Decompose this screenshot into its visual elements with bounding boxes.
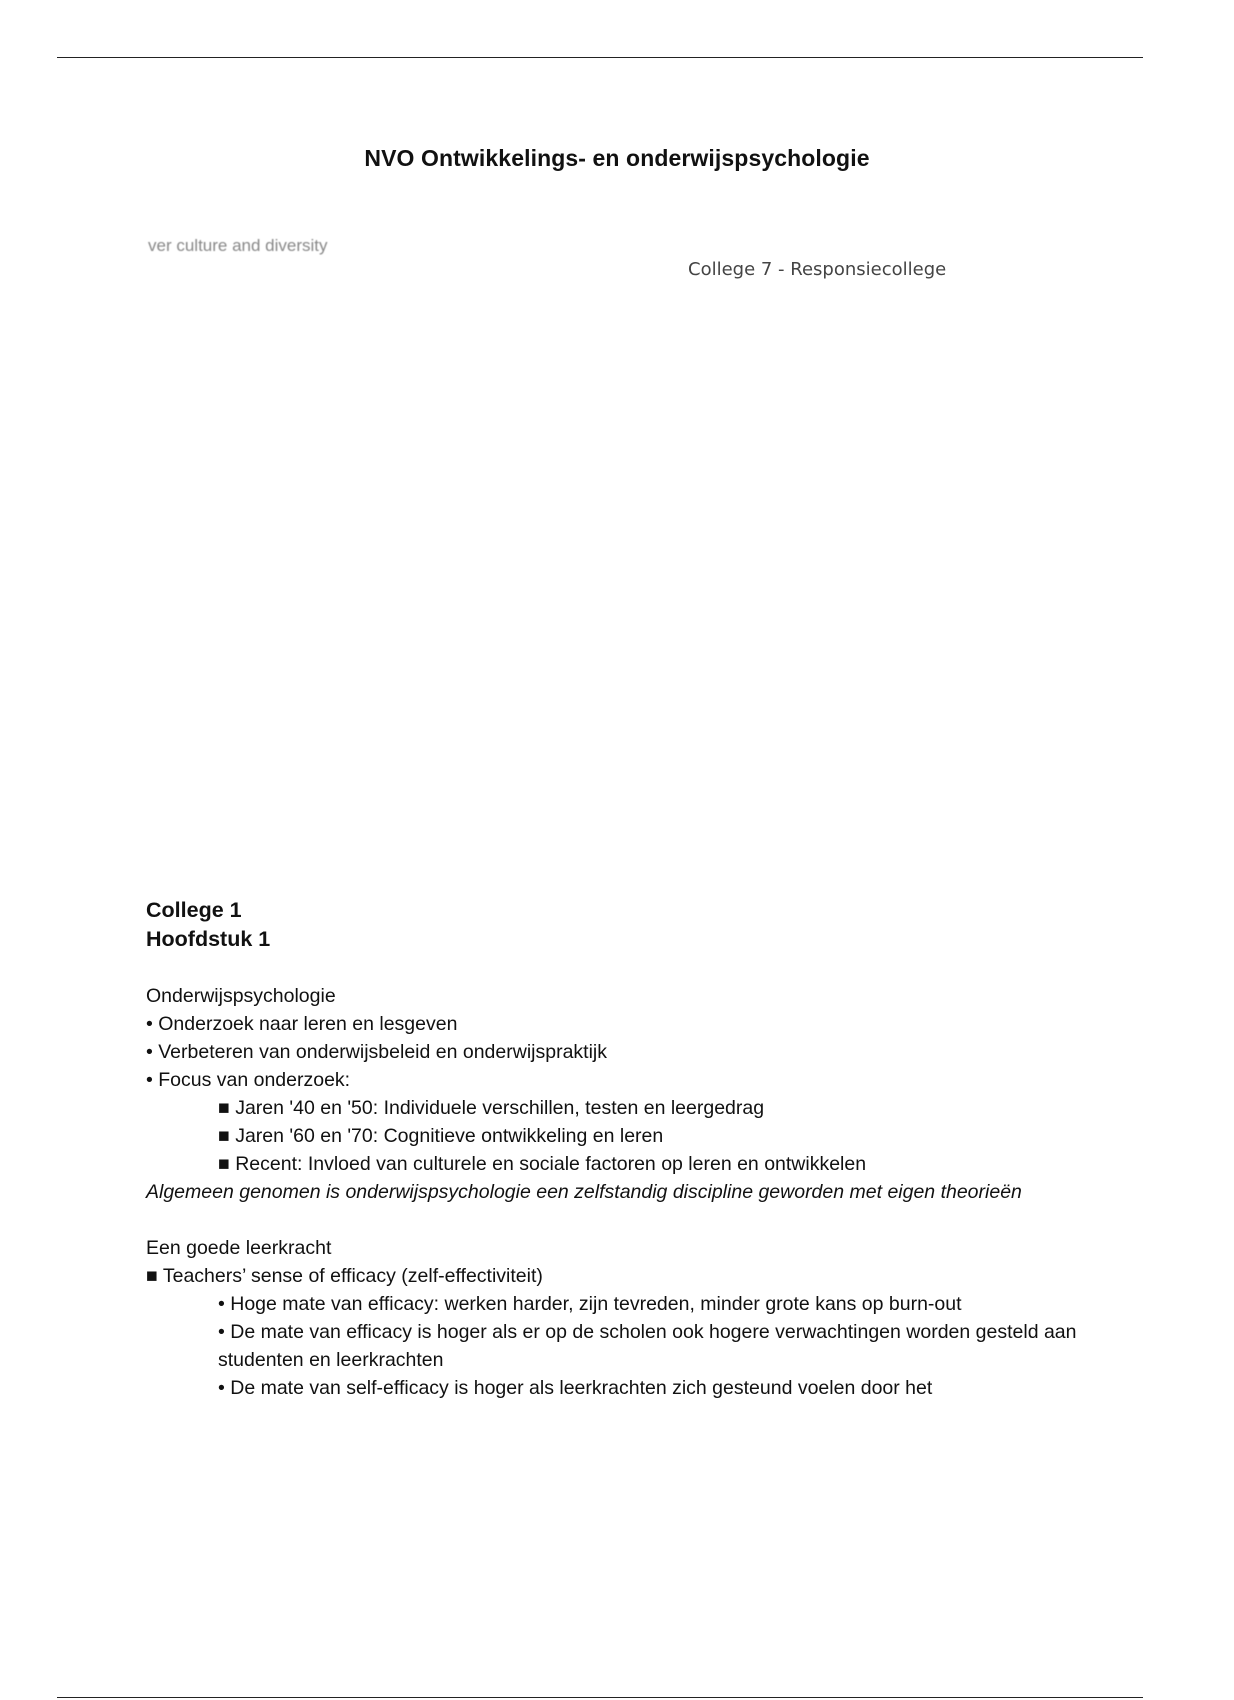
spacer <box>146 954 1096 982</box>
sub-list-item: • De mate van self-efficacy is hoger als leerkrachten zich gesteund voelen door het <box>218 1377 933 1399</box>
list-item: ■ Teachers’ sense of efficacy (zelf-effectiviteit) <box>146 1265 543 1287</box>
sub-list-item: ■ Jaren '40 en '50: Individuele verschillen, testen en leergedrag <box>218 1097 765 1119</box>
list-item: • Onderzoek naar leren en lesgeven <box>146 1013 458 1035</box>
top-rule <box>57 57 1143 58</box>
section-title: Onderwijspsychologie <box>146 985 336 1007</box>
document-body <box>146 896 1096 1402</box>
sub-list-item: ■ Jaren '60 en '70: Cognitieve ontwikkeling en leren <box>218 1125 664 1147</box>
sub-list-item: • Hoge mate van efficacy: werken harder, zijn tevreden, minder grote kans op burn-out <box>218 1293 962 1315</box>
document-title: NVO Ontwikkelings- en onderwijspsychologie <box>364 145 870 171</box>
list-item: • Focus van onderzoek: <box>146 1069 351 1091</box>
section-title: Een goede leerkracht <box>146 1237 332 1259</box>
bottom-rule <box>57 1697 1143 1698</box>
list-item: • Verbeteren van onderwijsbeleid en onderwijspraktijk <box>146 1041 608 1063</box>
sub-list-item: • De mate van efficacy is hoger als er op de scholen ook hogere verwachtingen worden gesteld aan studenten en leerkrachten <box>218 1321 1077 1371</box>
college-heading: College 1 <box>146 898 242 922</box>
spacer <box>146 1206 1096 1234</box>
slide-fragment-cutoff-text: ver culture and diversity <box>148 236 328 255</box>
sub-list-item: ■ Recent: Invloed van culturele en sociale factoren op leren en ontwikkelen <box>218 1153 867 1175</box>
conclusion-text: Algemeen genomen is onderwijspsychologie een zelfstandig discipline geworden met eigen theorieën <box>146 1181 1022 1203</box>
slide-fragment-caption: College 7 - Responsiecollege <box>688 259 947 280</box>
chapter-heading: Hoofdstuk 1 <box>146 927 271 951</box>
